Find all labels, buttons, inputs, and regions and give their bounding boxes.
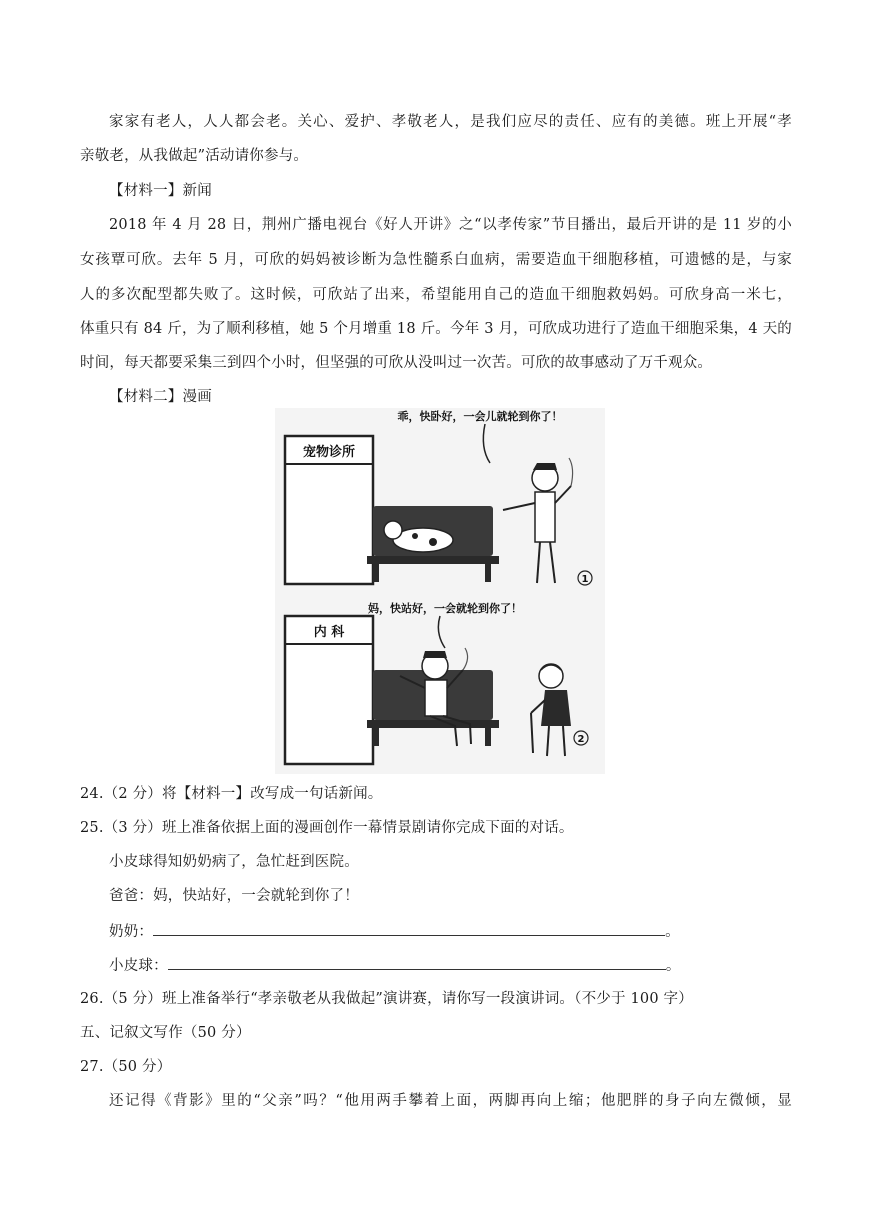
kid-label: 小皮球： xyxy=(109,958,168,974)
question-27: 27.（50 分） xyxy=(80,1059,172,1075)
material1-line-2: 女孩覃可欣。去年 5 月，可欣的妈妈被诊断为急性髓系白血病，需要造血干细胞移植，可遗憾的是，与家 xyxy=(80,252,792,268)
material1-heading: 【材料一】新闻 xyxy=(109,183,212,199)
comic-panel1-number: 1 xyxy=(581,574,589,585)
section-5-heading: 五、记叙文写作（50 分） xyxy=(80,1025,251,1041)
material2-heading: 【材料二】漫画 xyxy=(109,389,212,405)
intro-line-2: 亲敬老，从我做起”活动请你参与。 xyxy=(80,148,309,164)
comic-panel2-number: 2 xyxy=(577,734,585,745)
question-25: 25.（3 分）班上准备依据上面的漫画创作一幕情景剧请你完成下面的对话。 xyxy=(80,820,574,836)
question-25-grandma-row xyxy=(109,921,680,942)
material1-line-1: 2018 年 4 月 28 日，荆州广播电视台《好人开讲》之“以孝传家”节目播出，最后开讲的是 11 岁的小 xyxy=(109,217,792,233)
grandma-label: 奶奶： xyxy=(109,924,154,940)
question-27-text: 还记得《背影》里的“父亲”吗？“他用两手攀着上面，两脚再向上缩；他肥胖的身子向左微倾，显 xyxy=(109,1093,792,1109)
comic-panel2-sign: 内 科 xyxy=(313,625,345,640)
material1-line-5: 时间，每天都要采集三到四个小时，但坚强的可欣从没叫过一次苦。可欣的故事感动了万千观众。 xyxy=(80,355,713,371)
intro-line-1: 家家有老人，人人都会老。关心、爱护、孝敬老人，是我们应尽的责任、应有的美德。班上开展“孝 xyxy=(109,114,792,130)
material1-line-3: 人的多次配型都失败了。这时候，可欣站了出来，希望能用自己的造血干细胞救妈妈。可欣身高一米七， xyxy=(80,287,792,303)
question-25-kid-row xyxy=(109,955,681,976)
comic-panel1-sign: 宠物诊所 xyxy=(302,445,356,460)
grandma-period: 。 xyxy=(665,924,680,940)
material1-line-4: 体重只有 84 斤，为了顺利移植，她 5 个月增重 18 斤。今年 3 月，可欣成功进行了造血干细胞采集，4 天的 xyxy=(80,321,792,337)
question-24: 24.（2 分）将【材料一】改写成一句话新闻。 xyxy=(80,786,383,802)
question-26: 26.（5 分）班上准备举行“孝亲敬老从我做起”演讲赛，请你写一段演讲词。（不少于 100 字） xyxy=(80,991,693,1007)
comic-illustration xyxy=(275,408,605,774)
kid-period: 。 xyxy=(665,958,681,974)
kid-answer-blank[interactable] xyxy=(168,955,666,970)
grandma-answer-blank[interactable] xyxy=(153,921,665,936)
question-25-dad-line: 爸爸：妈，快站好，一会就轮到你了！ xyxy=(109,888,359,904)
comic-panel1-speech: 乖，快卧好，一会儿就轮到你了！ xyxy=(397,410,563,423)
comic-panel2-speech: 妈，快站好，一会就轮到你了！ xyxy=(368,602,522,615)
question-25-scene: 小皮球得知奶奶病了，急忙赶到医院。 xyxy=(109,854,359,870)
